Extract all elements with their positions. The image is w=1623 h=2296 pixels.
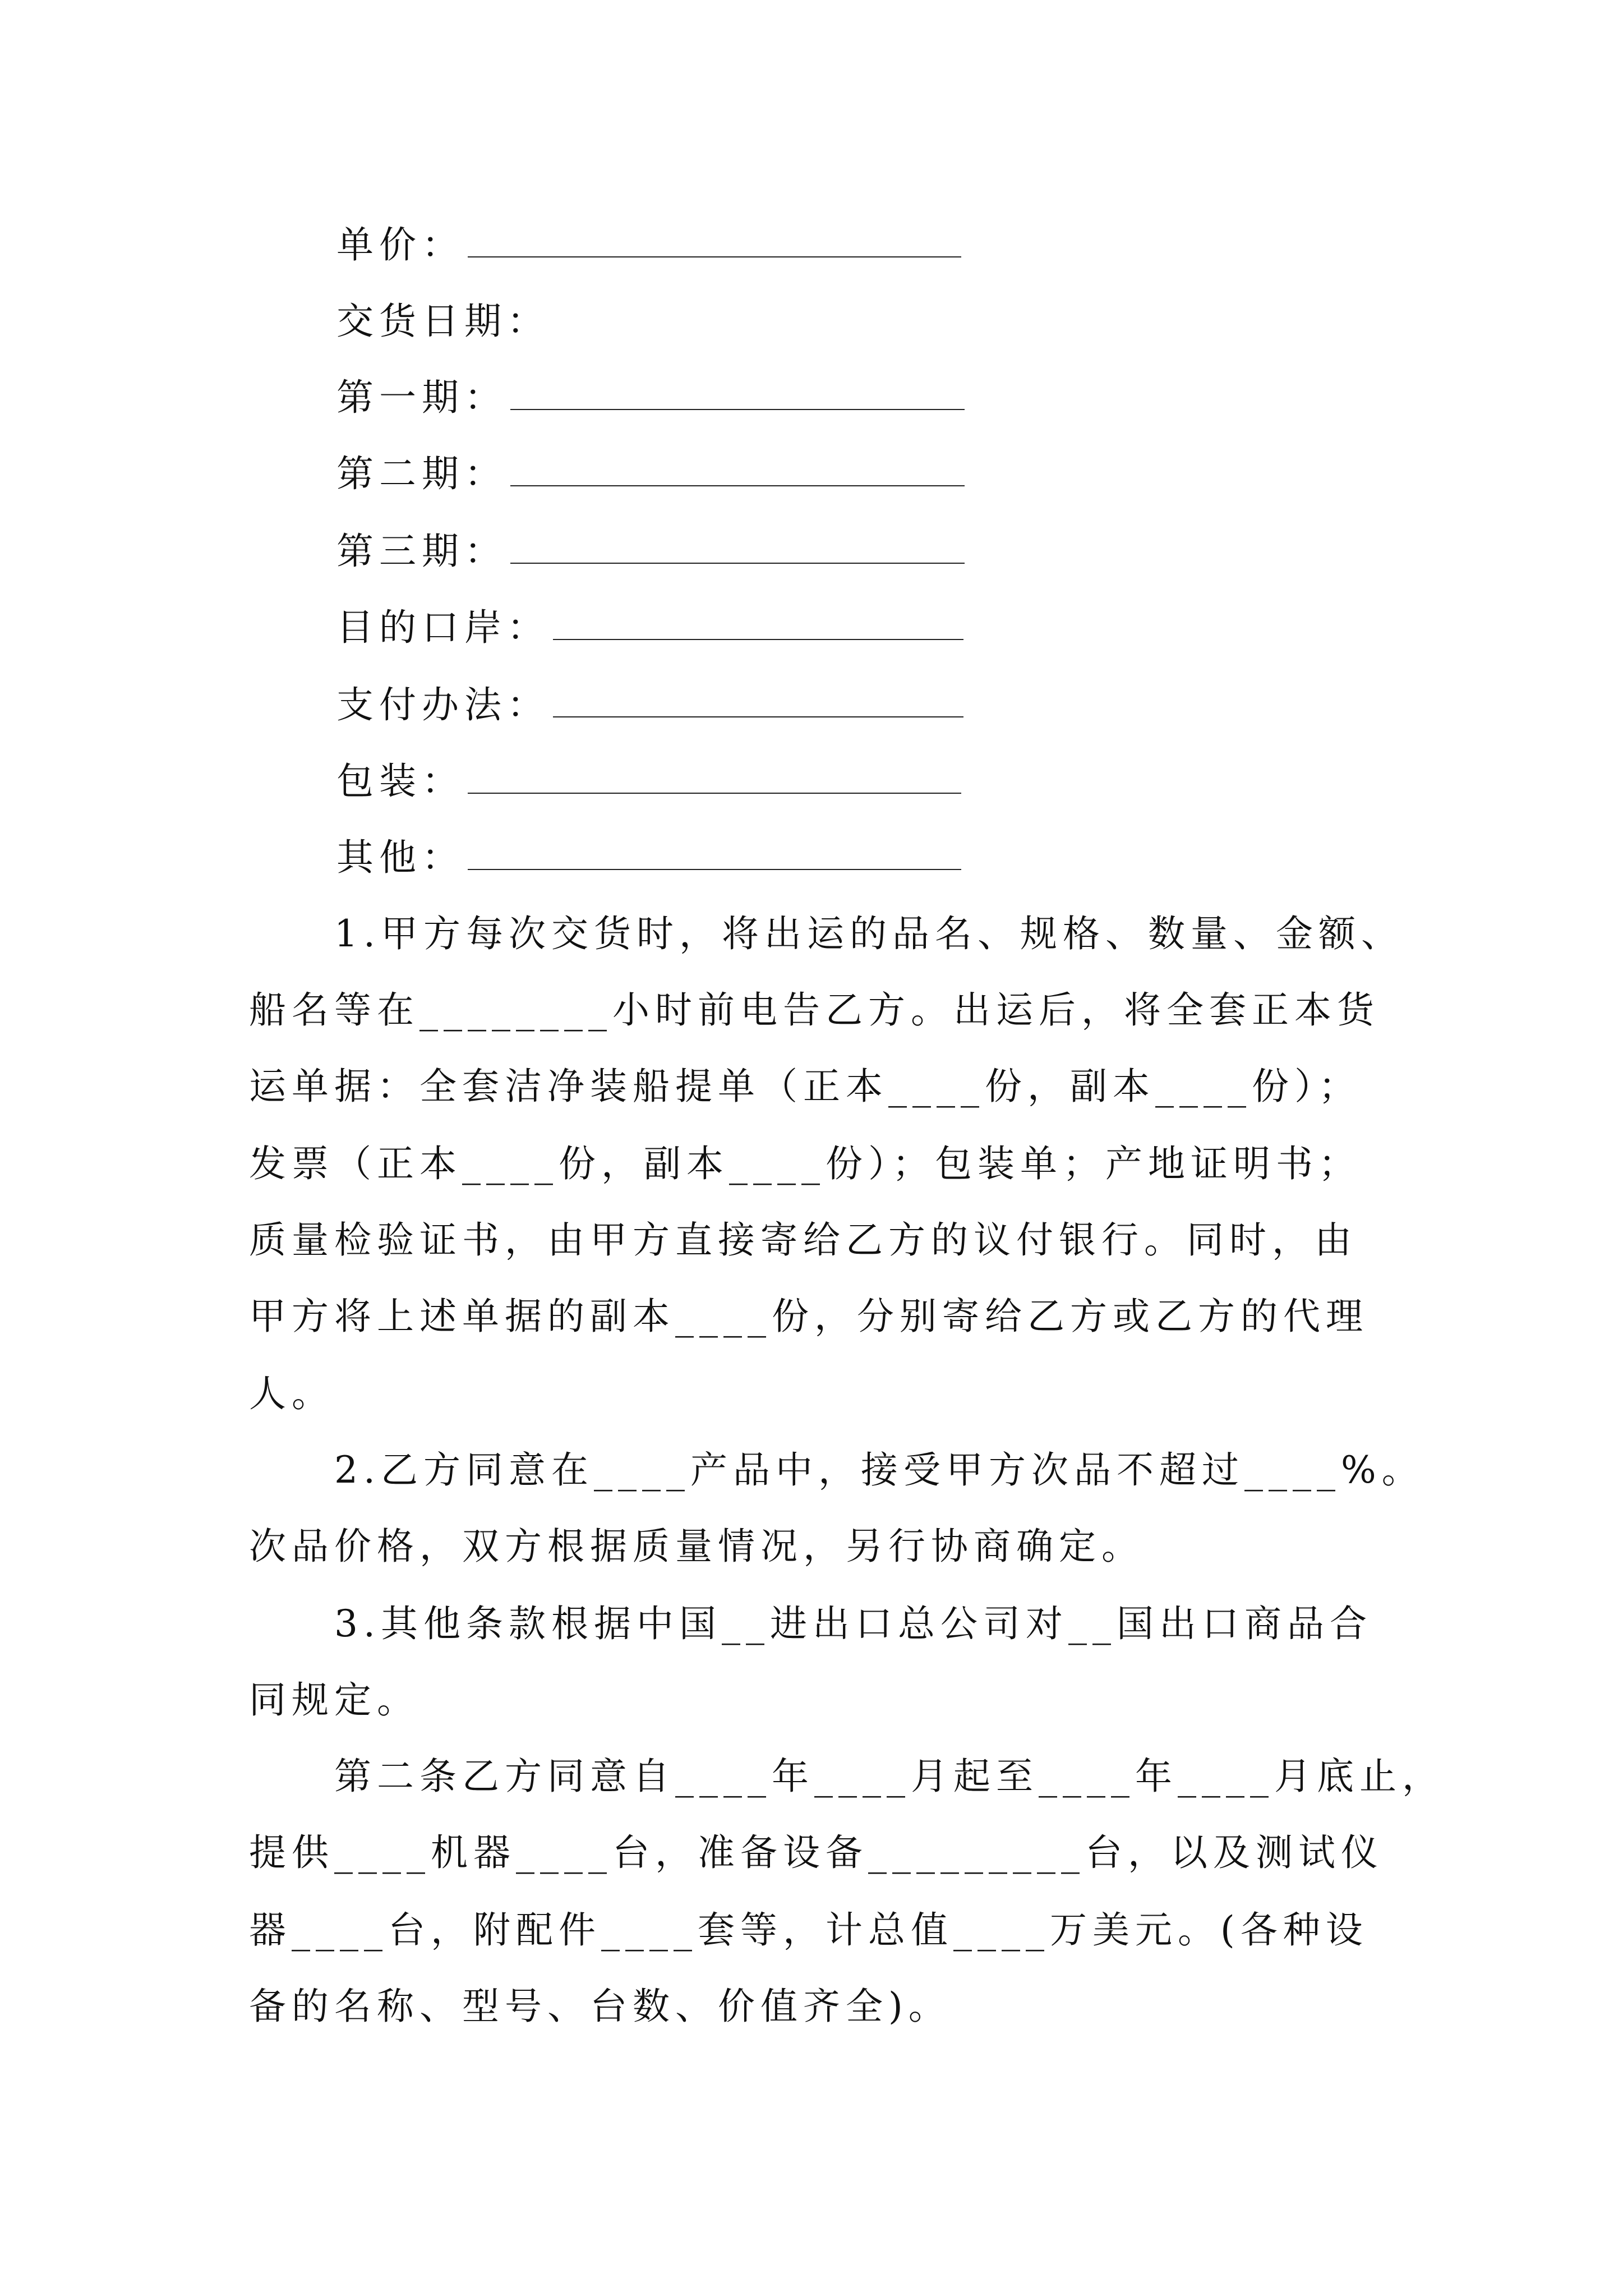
field-label: 第一期：: [336, 376, 507, 419]
fill-blank: [510, 450, 965, 486]
fill-blank: [510, 528, 965, 564]
fill-blank: [468, 758, 961, 794]
paragraph-1-line-2: 船名等在________小时前电告乙方。出运后，将全套正本货: [249, 988, 1380, 1032]
field-label: 交货日期：: [336, 300, 550, 343]
field-packaging: [336, 756, 961, 807]
paragraph-1-line-7: 人。: [249, 1372, 334, 1415]
fill-blank: [468, 222, 961, 257]
field-label: 单价：: [336, 223, 464, 266]
article-2-line-1: 第二条乙方同意自____年____月起至____年____月底止，: [334, 1755, 1445, 1798]
paragraph-1-line-6: 甲方将上述单据的副本____份，分别寄给乙方或乙方的代理: [249, 1295, 1368, 1338]
paragraph-3-line-2: 同规定。: [249, 1678, 419, 1722]
paragraph-2-line-2: 次品价格，双方根据质量情况，另行协商确定。: [249, 1525, 1144, 1568]
fill-blank: [510, 374, 965, 410]
field-phase-one: [336, 372, 965, 423]
article-2-line-4: 备的名称、型号、台数、价值齐全)。: [249, 1985, 951, 2028]
field-payment-method: [336, 680, 963, 730]
field-delivery-date: [336, 296, 550, 347]
field-phase-three: [336, 526, 965, 577]
field-phase-two: [336, 449, 965, 499]
paragraph-3-line-1: 3.其他条款根据中国__进出口总公司对__国出口商品合: [334, 1602, 1372, 1645]
paragraph-1-line-5: 质量检验证书，由甲方直接寄给乙方的议付银行。同时，由: [249, 1218, 1357, 1262]
field-label: 包装：: [336, 760, 464, 803]
paragraph-1-line-3: 运单据：全套洁净装船提单（正本____份，副本____份）；: [249, 1065, 1361, 1108]
article-2-line-2: 提供____机器____台，准备设备_________台，以及测试仪: [249, 1831, 1384, 1874]
field-destination-port: [336, 602, 963, 653]
fill-blank: [553, 604, 963, 640]
paragraph-2-line-1: 2.乙方同意在____产品中，接受甲方次品不超过____%。: [334, 1448, 1424, 1492]
paragraph-1-line-4: 发票（正本____份，副本____份）；包装单；产地证明书；: [249, 1142, 1361, 1185]
field-unit-price: [336, 220, 961, 270]
field-label: 第三期：: [336, 530, 507, 573]
field-label: 支付办法：: [336, 683, 550, 726]
fill-blank: [553, 682, 963, 717]
field-label: 第二期：: [336, 452, 507, 495]
article-2-line-3: 器____台，附配件____套等，计总值____万美元。(各种设: [249, 1908, 1368, 1952]
field-label: 其他：: [336, 836, 464, 879]
field-label: 目的口岸：: [336, 606, 550, 649]
fill-blank: [468, 834, 961, 870]
field-other: [336, 832, 961, 883]
paragraph-1-line-1: 1.甲方每次交货时，将出运的品名、规格、数量、金额、: [334, 912, 1404, 955]
